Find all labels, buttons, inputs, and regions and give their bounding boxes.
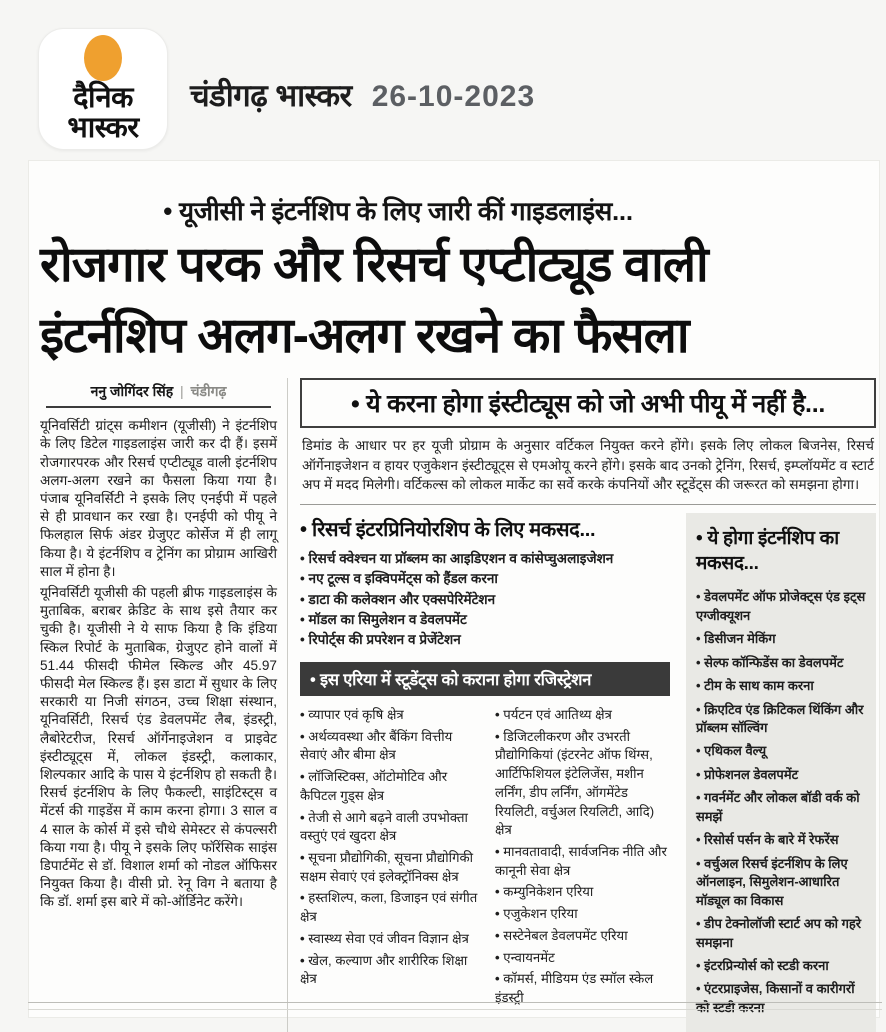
headline bbox=[40, 230, 876, 372]
list-item: • कॉमर्स, मीडियम एंड स्मॉल स्केल इंडस्ट्री bbox=[495, 970, 674, 1007]
article bbox=[40, 192, 876, 1015]
areas-column-2 bbox=[495, 706, 674, 1011]
list-item: • इंटरप्रिन्योर्स को स्टडी करना bbox=[696, 957, 866, 975]
list-item: • टीम के साथ काम करना bbox=[696, 677, 866, 695]
list-item: • खेल, कल्याण और शारीरिक शिक्षा क्षेत्र bbox=[300, 952, 479, 989]
byline-location: चंडीगढ़ bbox=[190, 383, 227, 400]
list-item: • गवर्नमेंट और लोकल बॉडी वर्क को समझें bbox=[696, 789, 866, 826]
list-item: • मॉडल का सिमुलेशन व डेवलपमेंट bbox=[300, 610, 674, 630]
list-item: • रिसर्च क्वेश्चन या प्रॉब्लम का आइडिएशन व कांसेप्चुअलाइजेशन bbox=[300, 549, 674, 569]
masthead bbox=[0, 0, 886, 160]
areas-column-1 bbox=[300, 706, 479, 1011]
sun-dot-icon bbox=[84, 35, 122, 81]
list-item: • डिजिटलीकरण और उभरती प्रौद्योगिकियां (इंटरनेट ऑफ थिंग्स, आर्टिफिशियल इंटेलिजेंस, मशीन लर्निंग, डीप लर्निंग, ऑगमेंटेड रियलिटी, वर्चुअल रियलिटी, आदि) क्षेत्र bbox=[495, 728, 674, 840]
registration-banner: • इस एरिया में स्टूडेंट्स को कराना होगा रजिस्ट्रेशन bbox=[300, 662, 670, 696]
list-item: • पर्यटन एवं आतिथ्य क्षेत्र bbox=[495, 706, 674, 725]
list-item: • सेल्फ कॉन्फिडेंस का डेवलपमेंट bbox=[696, 654, 866, 672]
internship-goals-title: • ये होगा इंटर्नशिप का मकसद... bbox=[696, 527, 839, 574]
logo-text-line2: भास्कर bbox=[67, 111, 139, 144]
list-item: • नए टूल्स व इक्विपमेंट्स को हैंडल करना bbox=[300, 569, 674, 589]
research-purpose-list bbox=[300, 549, 674, 651]
paragraph: यूनिवर्सिटी यूजीसी की पहली ब्रीफ गाइडलाइंस के मुताबिक, बराबर क्रेडिट के साथ इसे तैयार कर चुकी है। यूजीसी ने ये साफ किया है कि इंडिया स्किल रिपोर्ट के मुताबिक, ग्रेजुएट होने वालों में 51.44 फीसदी फीमेल स्किल्ड और 45.97 फीसदी मेल स्किल्ड हैं। इस डाटा में सुधार के लिए सरकारी या निजी संगठन, उच्च शिक्षा संस्थान, यूनिवर्सिटी, रिसर्च एंड डेवलपमेंट लैब, इंडस्ट्री, लैबोरेटरीज, रिसर्च ऑर्गेनाइजेशन व प्राइवेट इंस्टीट्यूट्स में, लोकल इंडस्ट्री, कलाकार, शिल्पकार आदि के पास ये इंटर्नशिप हो सकती है। रिसर्च इंटर्नशिप के लिए फैकल्टी, साइंटिस्ट्स व मेंटर्स की गाइडेंस में काम करना होगा। 3 साल व 4 साल के कोर्स में इसे चौथे सेमेस्टर से कंपल्सरी किया गया है। पीयू ने इसके लिए फॉरेंसिक साइंस डिपार्टमेंट से डॉ. विशाल शर्मा को नोडल ऑफिसर नियुक्त किया है। वीसी प्रो. रेनू विग ने बताया है कि डॉ. शर्मा इस बारे में को-ऑर्डिनेट करेंगे। bbox=[40, 584, 277, 910]
list-item: • स्वास्थ्य सेवा एवं जीवन विज्ञान क्षेत्र bbox=[300, 930, 479, 949]
article-body bbox=[40, 417, 277, 911]
internship-goals-list bbox=[696, 588, 866, 1017]
list-item: • डाटा की कलेक्शन और एक्सपेरिमेंटेशन bbox=[300, 590, 674, 610]
info-panel bbox=[287, 378, 876, 1032]
list-item: • अर्थव्यवस्था और बैंकिंग वित्तीय सेवाएं और बीमा क्षेत्र bbox=[300, 728, 479, 765]
list-item: • हस्तशिल्प, कला, डिजाइन एवं संगीत क्षेत्र bbox=[300, 889, 479, 926]
list-item: • एजुकेशन एरिया bbox=[495, 905, 674, 924]
list-item: • रिपोर्ट्स की प्रपरेशन व प्रेजेंटेशन bbox=[300, 630, 674, 650]
list-item: • डेवलपमेंट ऑफ प्रोजेक्ट्स एंड इट्स एग्जीक्यूशन bbox=[696, 588, 866, 625]
list-item: • मानवतावादी, सार्वजनिक नीति और कानूनी सेवा क्षेत्र bbox=[495, 843, 674, 880]
list-item: • डिसीजन मेकिंग bbox=[696, 630, 866, 648]
lower-panels bbox=[300, 513, 876, 1032]
list-item: • एथिकल वैल्यू bbox=[696, 742, 866, 760]
list-item: • क्रिएटिव एंड क्रिटिकल थिंकिंग और प्रॉब्लम सॉल्विंग bbox=[696, 701, 866, 738]
byline bbox=[46, 382, 271, 408]
paragraph: यूनिवर्सिटी ग्रांट्स कमीशन (यूजीसी) ने इंटर्नशिप के लिए डिटेल गाइडलाइंस जारी कर दी हैं। इसमें रोजगारपरक और रिसर्च एप्टीट्यूड वाली इंटर्नशिप अलग-अलग रखने का फैसला किया गया है। पंजाब यूनिवर्सिटी ने इसके लिए एनईपी में पहले से ही प्रावधान कर रखा है। एनईपी को पीयू ने फिलहाल सिर्फ अंडर ग्रेजुएट कोर्सेज में ही लागू किया है। ये इंटर्नशिप व ट्रेनिंग का प्रोग्राम आखिरी साल में होना है। bbox=[40, 418, 277, 579]
edition-name: चंडीगढ़ भास्कर bbox=[190, 78, 352, 113]
registration-areas bbox=[300, 706, 674, 1011]
list-item: • डीप टेक्नोलॉजी स्टार्ट अप को गहरे समझना bbox=[696, 915, 866, 952]
byline-author: ननु जोगिंदर सिंह bbox=[90, 383, 174, 400]
pu-box-title: • ये करना होगा इंस्टीट्यूस को जो अभी पीयू में नहीं है... bbox=[300, 378, 876, 428]
internship-goals-box bbox=[686, 513, 876, 1032]
edition-date: 26-10-2023 bbox=[371, 80, 536, 113]
list-item: • सूचना प्रौद्योगिकी, सूचना प्रौद्योगिकी सक्षम सेवाएं एवं इलेक्ट्रॉनिक्स क्षेत्र bbox=[300, 849, 479, 886]
kicker: • यूजीसी ने इंटर्नशिप के लिए जारी कीं गाइडलाइंस... bbox=[163, 196, 633, 226]
byline-separator: | bbox=[180, 383, 184, 400]
logo-text-line1: दैनिक bbox=[73, 81, 133, 114]
article-columns bbox=[40, 378, 876, 1032]
list-item: • सस्टेनेबल डेवलपमेंट एरिया bbox=[495, 927, 674, 946]
clipping-bottom-edge bbox=[28, 1002, 882, 1010]
research-section-title: • रिसर्च इंटरप्रिनियोरशिप के लिए मकसद... bbox=[300, 518, 596, 541]
dainik-bhaskar-logo bbox=[38, 28, 168, 150]
headline-line2: इंटर्नशिप अलग-अलग रखने का फैसला bbox=[40, 309, 689, 364]
list-item: • एंटरप्राइजेस, किसानों व कारीगरों को स्टडी करना bbox=[696, 980, 866, 1017]
list-item: • व्यापार एवं कृषि क्षेत्र bbox=[300, 706, 479, 725]
edition-row bbox=[190, 74, 535, 116]
list-item: • लॉजिस्टिक्स, ऑटोमोटिव और कैपिटल गुड्स क्षेत्र bbox=[300, 768, 479, 805]
list-item: • कम्युनिकेशन एरिया bbox=[495, 883, 674, 902]
list-item: • वर्चुअल रिसर्च इंटर्नशिप के लिए ऑनलाइन, सिमुलेशन-आधारित मॉड्यूल का विकास bbox=[696, 855, 866, 910]
body-column bbox=[40, 378, 287, 1032]
list-item: • रिसोर्स पर्सन के बारे में रेफरेंस bbox=[696, 831, 866, 849]
pu-box-body: डिमांड के आधार पर हर यूजी प्रोग्राम के अनुसार वर्टिकल नियुक्त करने होंगे। इसके लिए लोकल बिजनेस, रिसर्च ऑर्गेनाइजेशन व हायर एजुकेशन इंस्टीट्यूट्स से एमओयू करने होंगे। इसके बाद उनको ट्रेनिंग, रिसर्च, इम्प्लॉयमेंट व स्टार्ट अप में मदद मिलेगी। वर्टिकल्स को लोकल मार्केट का सर्वे करके कंपनियों और स्टूडेंट्स की जरूरत को समझना होगा। bbox=[300, 428, 876, 505]
list-item: • तेजी से आगे बढ़ने वाली उपभोक्ता वस्तुएं एवं खुदरा क्षेत्र bbox=[300, 809, 479, 846]
research-purpose-section bbox=[300, 513, 686, 1032]
list-item: • प्रोफेशनल डेवलपमेंट bbox=[696, 766, 866, 784]
headline-line1: रोजगार परक और रिसर्च एप्टीट्यूड वाली bbox=[40, 238, 708, 292]
pu-requirements-box bbox=[300, 378, 876, 505]
list-item: • एन्वायनमेंट bbox=[495, 949, 674, 968]
